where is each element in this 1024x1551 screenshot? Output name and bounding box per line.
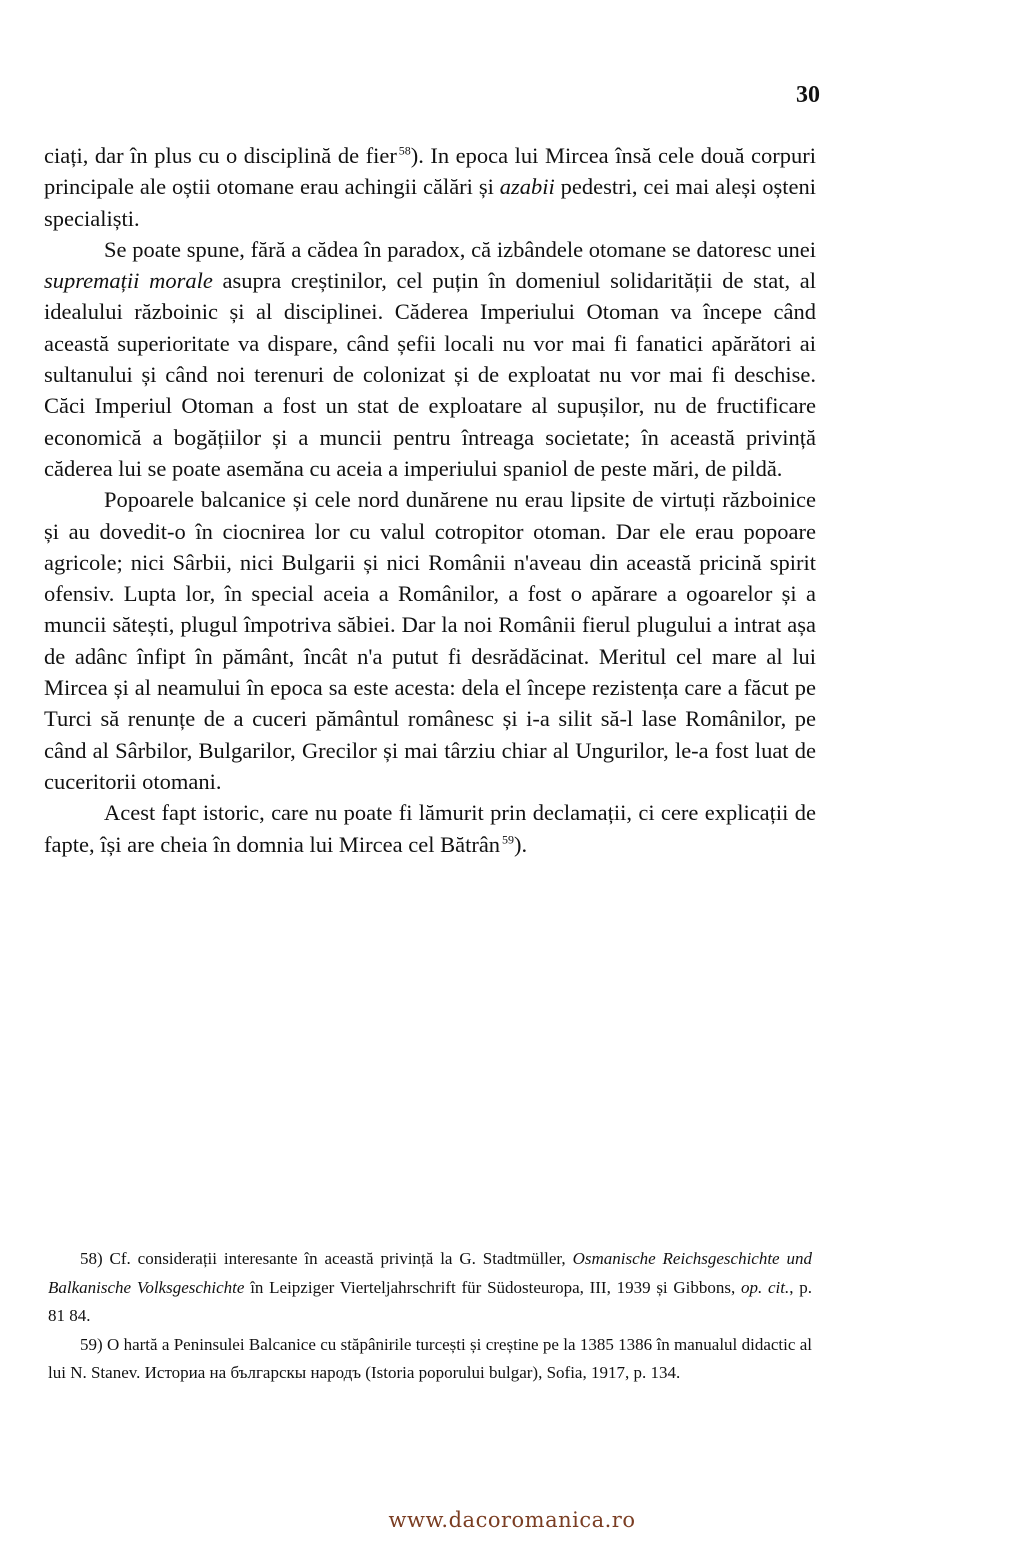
text-run: Se poate spune, fără a cădea în paradox, că izbândele otomane se datoresc unei bbox=[104, 236, 816, 262]
main-text bbox=[44, 140, 816, 860]
text-run: , p. 81 84. bbox=[48, 1277, 812, 1325]
footnote-ref-59[interactable]: 59 bbox=[501, 832, 514, 847]
page-number: 30 bbox=[796, 82, 820, 108]
italic-title: Osmanische Reichsgeschichte und Balkanische Volksgeschichte bbox=[48, 1249, 812, 1297]
italic-abbrev: op. cit. bbox=[741, 1277, 790, 1297]
text-run: ). In epoca lui Mircea însă cele două corpuri principale ale oștii otomane erau achingii călări și bbox=[44, 143, 816, 200]
text-run: 58) Cf. considerații interesante în această privință la G. Stadtmüller, bbox=[80, 1249, 573, 1268]
italic-term: supremații morale bbox=[44, 268, 213, 294]
italic-term: azabii bbox=[499, 174, 555, 200]
footnote-58 bbox=[48, 1245, 812, 1331]
text-run: ciați, dar în plus cu o disciplină de fier bbox=[44, 143, 397, 168]
source-watermark[interactable]: www.dacoromanica.ro bbox=[388, 1508, 636, 1532]
footnotes bbox=[48, 1245, 812, 1388]
text-run: asupra creștinilor, cel puțin în domeniul solidarității de stat, al idealului războinic și al disciplinei. Căderea Imperiului Otoman va începe când această superioritate va dispare, când șefii locali nu vor mai fi fanatici apărători ai sultanului și când noi terenuri de colonizat și de exploatat nu vor mai fi deschise. Căci Imperiul Otoman a fost un stat de exploatare al supușilor, nu de fructificare economică a bogățiilor și a muncii pentru întreaga societate; în această privință căderea lui se poate asemăna cu aceia a imperiului spaniol de peste mări, de pildă. bbox=[44, 268, 816, 481]
paragraph-3: Popoarele balcanice și cele nord dunărene nu erau lipsite de virtuți războinice și au dovedit-o în ciocnirea lor cu valul cotropitor otoman. Dar ele erau popoare agricole; nici Sârbii, nici Bulgarii și nici Românii n'aveau din această pricină spirit ofensiv. Lupta lor, în special aceia a Românilor, a fost o apărare a ogoarelor și a muncii sătești, plugul împotriva săbiei. Dar la noi Românii fierul plugului a intrat așa de adânc înfipt în pământ, încât n'a putut fi desrădăcinat. Meritul cel mare al lui Mircea și al neamului în epoca sa este acesta: dela el începe rezistența care a făcut pe Turci să renunțe de a cuceri pământul românesc și i-a silit să-l lase Românilor, pe când al Sârbilor, Bulgarilor, Grecilor și mai târziu chiar al Ungurilor, le-a fost luat de cuceritorii otomani. bbox=[44, 487, 816, 794]
text-run: ). bbox=[513, 831, 528, 857]
text-run: pedestri, cei mai aleși oșteni specialiști. bbox=[44, 174, 816, 231]
text-run: Acest fapt istoric, care nu poate fi lămurit prin declamații, ci cere explicații de fapte, își are cheia în domnia lui Mircea cel Bătrân bbox=[44, 800, 816, 857]
text-run: în Leipziger Vierteljahrschrift für Südosteuropa, III, 1939 și Gibbons, bbox=[244, 1277, 742, 1297]
footnote-ref-58[interactable]: 58 bbox=[398, 143, 411, 158]
paragraph-2 bbox=[44, 234, 816, 484]
paragraph-1 bbox=[44, 140, 816, 234]
paragraph-4 bbox=[44, 797, 816, 860]
footnote-59: 59) O hartă a Peninsulei Balcanice cu stăpânirile turcești și creștine pe la 1385 1386 în manualul didactic al lui N. Stanev. Историа на българскы народъ (Istoria poporului bulgar), Sofia, 1917, p. 134. bbox=[48, 1334, 812, 1382]
